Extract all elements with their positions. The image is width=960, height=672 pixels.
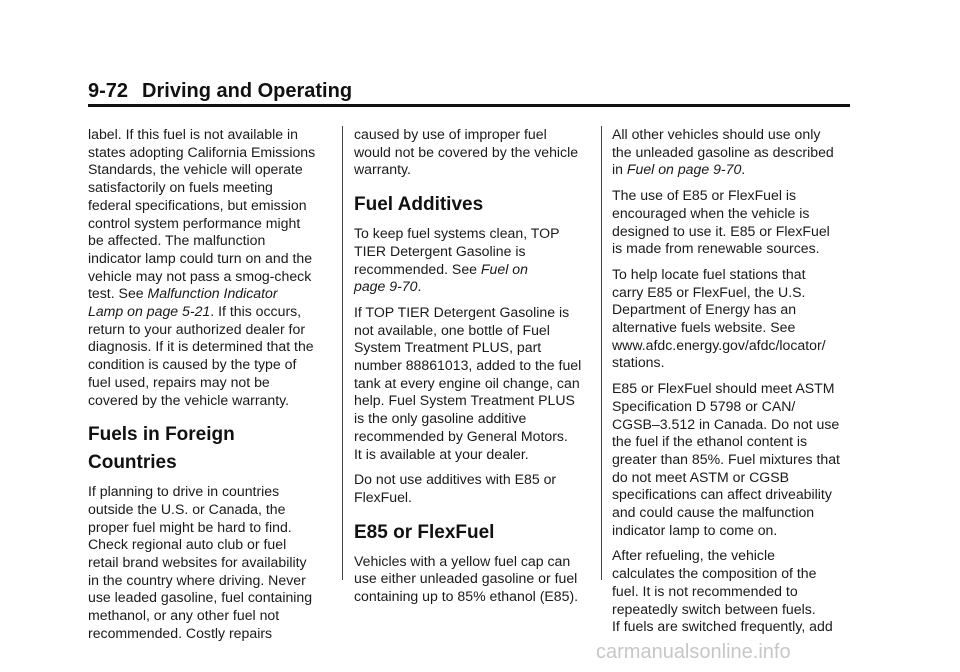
- text-line: recommended. Costly repairs: [88, 624, 273, 641]
- page-number: 9-72: [88, 80, 129, 102]
- text-line: E85 or FlexFuel should meet ASTM: [612, 380, 835, 397]
- text-span: . If this occurs,: [210, 303, 302, 320]
- text-line: covered by the vehicle warranty.: [88, 391, 290, 408]
- text-line: tank at every engine oil change, can: [354, 374, 580, 391]
- text-line: alternative fuels website. See: [612, 319, 796, 336]
- text-line: use either unleaded gasoline or fuel: [354, 570, 578, 587]
- paragraph: [612, 126, 860, 179]
- section-heading: E85 or FlexFuel: [354, 521, 495, 543]
- column-divider: [342, 126, 343, 580]
- text-span: .: [417, 278, 422, 295]
- paragraph: [88, 483, 338, 642]
- text-line: Standards, the vehicle will operate: [88, 161, 303, 178]
- text-line: Vehicles with a yellow fuel cap can: [354, 552, 571, 569]
- text-line: stations.: [612, 354, 665, 371]
- section-heading: Fuel Additives: [354, 194, 484, 216]
- section-title: Driving and Operating: [142, 80, 353, 102]
- text-line: Specification D 5798 or CAN/: [612, 397, 796, 414]
- text-line: caused by use of improper fuel: [354, 126, 547, 142]
- text-line: All other vehicles should use only: [612, 126, 821, 142]
- text-line: is the only gasoline additive: [354, 410, 527, 427]
- section-heading: [88, 423, 338, 475]
- paragraph: [354, 553, 594, 606]
- text-line: diagnosis. If it is determined that the: [88, 338, 314, 355]
- column-divider: [601, 126, 602, 580]
- header-rule: [88, 104, 850, 107]
- text-line: CGSB–3.512 in Canada. Do not use: [612, 415, 840, 432]
- text-line: proper fuel might be hard to find.: [88, 518, 292, 535]
- paragraph: [612, 547, 860, 636]
- text-line: vehicle may not pass a smog-check: [88, 267, 312, 284]
- text-line: in the country where driving. Never: [88, 571, 306, 588]
- text-line: is made from renewable sources.: [612, 240, 820, 257]
- text-line: To keep fuel systems clean, TOP: [354, 225, 560, 242]
- text-line: states adopting California Emissions: [88, 143, 316, 160]
- text-span: in: [612, 161, 627, 178]
- text-line: condition is caused by the type of: [88, 356, 297, 373]
- text-line: specifications can affect driveability: [612, 486, 832, 503]
- column-1: [88, 126, 338, 651]
- text-line: carry E85 or FlexFuel, the U.S.: [612, 283, 806, 300]
- text-line: label. If this fuel is not available in: [88, 126, 298, 142]
- text-line: indicator lamp to come on.: [612, 521, 778, 538]
- text-line: [612, 161, 860, 179]
- text-line: System Treatment PLUS, part: [354, 339, 542, 356]
- text-line: not available, one bottle of Fuel: [354, 321, 550, 338]
- text-line: Do not use additives with E85 or: [354, 471, 557, 488]
- heading-line: Countries: [88, 452, 177, 474]
- paragraph: [354, 126, 594, 179]
- paragraph: [612, 187, 860, 258]
- text-line: would not be covered by the vehicle: [354, 143, 579, 160]
- paragraph: [612, 380, 860, 539]
- text-line: the fuel if the ethanol content is: [612, 433, 808, 450]
- text-line: indicator lamp could turn on and the: [88, 249, 313, 266]
- text-line: be affected. The malfunction: [88, 232, 266, 249]
- text-line: The use of E85 or FlexFuel is: [612, 187, 797, 204]
- text-span: test. See: [88, 285, 148, 302]
- text-line: If planning to drive in countries: [88, 483, 280, 500]
- paragraph: [88, 126, 338, 409]
- text-line: designed to use it. E85 or FlexFuel: [612, 222, 830, 239]
- text-span: .: [741, 161, 746, 178]
- watermark: carmanualsonline.info: [596, 641, 791, 663]
- text-line: outside the U.S. or Canada, the: [88, 500, 286, 517]
- text-line: the unleaded gasoline as described: [612, 143, 834, 160]
- text-line: [354, 261, 594, 279]
- text-line: Check regional auto club or fuel: [88, 536, 287, 553]
- paragraph: [354, 471, 594, 506]
- text-line: containing up to 85% ethanol (E85).: [354, 588, 579, 605]
- text-line: satisfactorily on fuels meeting: [88, 179, 273, 196]
- cross-reference-link[interactable]: Fuel on page 9-70: [626, 161, 742, 178]
- url-text: www.afdc.energy.gov/afdc/locator/: [612, 336, 826, 353]
- text-line: It is available at your dealer.: [354, 445, 529, 462]
- paragraph: [612, 266, 860, 372]
- column-2: [354, 126, 594, 614]
- text-line: TIER Detergent Gasoline is: [354, 242, 526, 259]
- text-line: If fuels are switched frequently, add: [612, 618, 833, 635]
- text-line: recommended by General Motors.: [354, 427, 568, 444]
- text-line: fuel used, repairs may not be: [88, 373, 270, 390]
- text-line: return to your authorized dealer for: [88, 320, 306, 337]
- text-line: number 88861013, added to the fuel: [354, 357, 582, 374]
- text-span: recommended. See: [354, 260, 481, 277]
- text-line: [88, 285, 338, 303]
- cross-reference-link[interactable]: Malfunction Indicator: [147, 285, 278, 302]
- column-3: [612, 126, 860, 644]
- cross-reference-link[interactable]: page 9-70: [354, 278, 418, 295]
- text-line: warranty.: [354, 161, 411, 178]
- text-line: fuel. It is not recommended to: [612, 582, 798, 599]
- text-line: [354, 278, 594, 296]
- text-line: help. Fuel System Treatment PLUS: [354, 392, 575, 409]
- text-line: methanol, or any other fuel not: [88, 607, 280, 624]
- text-line: encouraged when the vehicle is: [612, 204, 810, 221]
- text-line: After refueling, the vehicle: [612, 547, 775, 564]
- cross-reference-link[interactable]: Fuel on: [480, 260, 528, 277]
- cross-reference-link[interactable]: Lamp on page 5-21: [88, 303, 211, 320]
- text-line: use leaded gasoline, fuel containing: [88, 589, 313, 606]
- text-line: To help locate fuel stations that: [612, 265, 806, 282]
- text-line: Department of Energy has an: [612, 301, 797, 318]
- text-line: [88, 303, 338, 321]
- paragraph: [354, 225, 594, 296]
- text-line: FlexFuel.: [354, 488, 412, 505]
- page-header: [88, 80, 850, 103]
- paragraph: [354, 304, 594, 463]
- text-line: do not meet ASTM or CGSB: [612, 468, 790, 485]
- text-line: calculates the composition of the: [612, 565, 817, 582]
- text-line: If TOP TIER Detergent Gasoline is: [354, 303, 570, 320]
- text-line: retail brand websites for availability: [88, 554, 307, 571]
- text-line: control system performance might: [88, 214, 301, 231]
- text-line: repeatedly switch between fuels.: [612, 600, 816, 617]
- text-line: and could cause the malfunction: [612, 504, 815, 521]
- text-line: federal specifications, but emission: [88, 196, 307, 213]
- text-line: greater than 85%. Fuel mixtures that: [612, 450, 840, 467]
- heading-line: Fuels in Foreign: [88, 424, 235, 446]
